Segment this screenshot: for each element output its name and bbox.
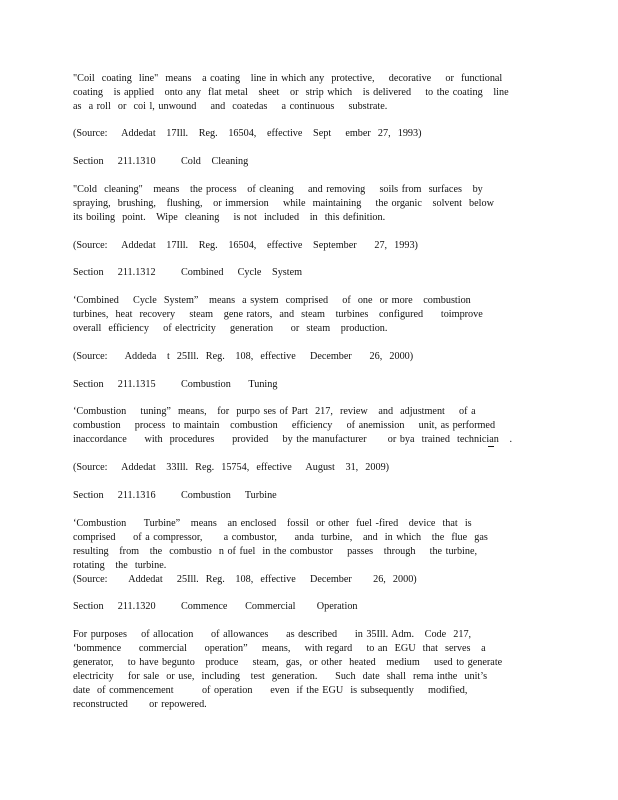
- text-line: combustion process to maintain combustion efficiency of anemission unit, as performed: [73, 420, 496, 431]
- section-title: Combustion Turbine: [181, 490, 277, 501]
- text-line: reconstructed or repowered.: [73, 699, 207, 710]
- text-line: date of commencement of operation even if the EGU is subsequently modified,: [73, 685, 468, 696]
- section-title: Combined Cycle System: [181, 267, 303, 278]
- section-title: Combustion Tuning: [181, 379, 278, 390]
- text-line: inaccordance with procedures provided by the manufacturer or bya trained technician .: [73, 434, 513, 445]
- text-line: electricity for sale or use, including test generation. Such date shall rema inthe unit’s: [73, 671, 488, 682]
- text-line: ‘bommence commercial operation” means, with regard to an EGU that serves a: [73, 643, 486, 654]
- section-title: Commence Commercial Operation: [181, 601, 358, 612]
- section-number: Section 211.1310: [73, 156, 156, 167]
- text-line: For purposes of allocation of allowances as described in 35Ill. Adm. Code 217,: [73, 629, 472, 640]
- text-line: "Coil coating line" means a coating line in which any protective, decorative or functional: [73, 73, 503, 84]
- section-heading: [73, 156, 248, 168]
- text-line: rotating the turbine.: [73, 560, 167, 571]
- section-heading: [73, 379, 277, 391]
- section-number: Section 211.1315: [73, 379, 156, 390]
- text-line: generator, to have begunto produce steam, gas, or other heated medium used to generate: [73, 657, 503, 668]
- text-line: overall efficiency of electricity generation or steam production.: [73, 323, 388, 334]
- source-citation: (Source: Addedat 25Ill. Reg. 108, effective December 26, 2000): [73, 574, 417, 585]
- section-number: Section 211.1320: [73, 601, 156, 612]
- text-line: ‘Combustion Turbine” means an enclosed fossil or other fuel -fired device that is: [73, 518, 472, 529]
- text-line: as a roll or coi l, unwound and coatedas a continuous substrate.: [73, 101, 388, 112]
- source-citation: (Source: Addedat 17Ill. Reg. 16504, effective September 27, 1993): [73, 240, 418, 251]
- section-number: Section 211.1316: [73, 490, 156, 501]
- text-line: resulting from the combustio n of fuel in the combustor passes through the turbine,: [73, 546, 478, 557]
- section-heading: [73, 267, 302, 279]
- source-citation: (Source: Addeda t 25Ill. Reg. 108, effective December 26, 2000): [73, 351, 414, 362]
- section-number: Section 211.1312: [73, 267, 156, 278]
- text-line: ‘Combustion tuning” means, for purpo ses of Part 217, review and adjustment of a: [73, 406, 476, 417]
- source-citation: (Source: Addedat 33Ill. Reg. 15754, effective August 31, 2009): [73, 462, 390, 473]
- text-line: its boiling point. Wipe cleaning is not included in this definition.: [73, 212, 386, 223]
- section-heading: [73, 490, 277, 502]
- section-heading: [73, 601, 358, 613]
- text-line: coating is applied onto any flat metal sheet or strip which is delivered to the coating line: [73, 87, 509, 98]
- text-line: ‘Combined Cycle System” means a system comprised of one or more combustion: [73, 295, 471, 306]
- section-title: Cold Cleaning: [181, 156, 249, 167]
- source-citation: (Source: Addedat 17Ill. Reg. 16504, effective Sept ember 27, 1993): [73, 128, 422, 139]
- text-line: "Cold cleaning" means the process of cleaning and removing soils from surfaces by: [73, 184, 483, 195]
- text-line: comprised of a compressor, a combustor, anda turbine, and in which the flue gas: [73, 532, 488, 543]
- underline-mark: [488, 446, 494, 447]
- text-line: spraying, brushing, flushing, or immersion while maintaining the organic solvent below: [73, 198, 494, 209]
- text-line: turbines, heat recovery steam gene rators, and steam turbines configured toimprove: [73, 309, 483, 320]
